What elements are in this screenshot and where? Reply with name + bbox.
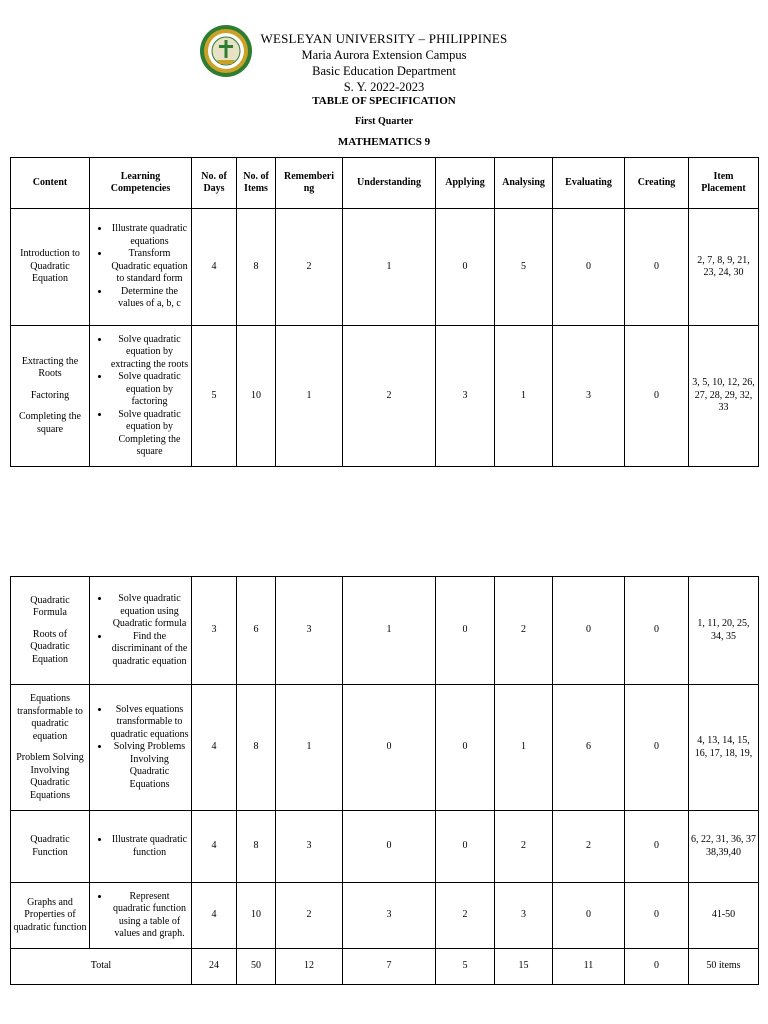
content-text: Introduction to Quadratic Equation: [20, 248, 80, 285]
competency-list: [92, 593, 189, 668]
items-cell: 10: [237, 883, 276, 949]
document-header: [0, 0, 768, 155]
days-cell: 4: [192, 811, 237, 883]
understanding-cell: 1: [343, 209, 436, 326]
content-cell: [11, 326, 90, 467]
content-text: Completing the square: [19, 411, 81, 435]
applying-cell: 0: [436, 577, 495, 685]
specification-table-part-1: [10, 157, 759, 467]
competencies-cell: [90, 209, 192, 326]
understanding-cell: 0: [343, 811, 436, 883]
content-text: Graphs and Properties of quadratic function: [13, 896, 87, 933]
competency-item: • Illustrate quadratic equations: [110, 223, 189, 248]
items-cell: 8: [237, 685, 276, 811]
applying-cell: 0: [436, 685, 495, 811]
total-understanding: 7: [343, 949, 436, 985]
evaluating-cell: 0: [553, 883, 625, 949]
analysing-cell: 1: [495, 685, 553, 811]
creating-cell: 0: [625, 685, 689, 811]
remembering-cell: 1: [276, 326, 343, 467]
creating-cell: 0: [625, 883, 689, 949]
content-text: Equations transformable to quadratic equation: [17, 693, 83, 742]
competency-list: [92, 223, 189, 311]
content-text: Problem Solving Involving Quadratic Equations: [16, 752, 84, 801]
competencies-cell: [90, 577, 192, 685]
days-cell: 4: [192, 685, 237, 811]
remembering-cell: 2: [276, 209, 343, 326]
col-items: No. of Items: [237, 158, 276, 209]
evaluating-cell: 3: [553, 326, 625, 467]
subject-label: MATHEMATICS 9: [337, 136, 431, 148]
competencies-cell: [90, 883, 192, 949]
table-row: [11, 209, 759, 326]
items-cell: 6: [237, 577, 276, 685]
content-cell: [11, 209, 90, 326]
placement-cell: 3, 5, 10, 12, 26, 27, 28, 29, 32, 33: [689, 326, 759, 467]
competency-item: • Illustrate quadratic function: [110, 834, 189, 859]
department-name: Basic Education Department: [312, 64, 456, 78]
items-cell: 8: [237, 209, 276, 326]
table-row: [11, 577, 759, 685]
competency-item: • Solves equations transformable to quadratic equations: [110, 704, 189, 742]
campus-name: Maria Aurora Extension Campus: [301, 48, 467, 62]
understanding-cell: 3: [343, 883, 436, 949]
content-cell: [11, 811, 90, 883]
understanding-cell: 1: [343, 577, 436, 685]
quarter-label: First Quarter: [354, 116, 414, 127]
content-text: Quadratic Formula: [30, 594, 70, 619]
col-content: Content: [11, 158, 90, 209]
col-competencies: Learning Competencies: [90, 158, 192, 209]
competency-list: [92, 704, 189, 792]
total-row: [11, 949, 759, 985]
table-row: [11, 883, 759, 949]
total-placement: 50 items: [689, 949, 759, 985]
analysing-cell: 5: [495, 209, 553, 326]
table-row: [11, 326, 759, 467]
competency-list: [92, 891, 189, 941]
content-text: Extracting the Roots: [21, 355, 79, 380]
remembering-cell: 1: [276, 685, 343, 811]
col-analysing: Analysing: [495, 158, 553, 209]
competency-list: [92, 334, 189, 459]
analysing-cell: 2: [495, 577, 553, 685]
evaluating-cell: 2: [553, 811, 625, 883]
remembering-cell: 2: [276, 883, 343, 949]
col-creating: Creating: [625, 158, 689, 209]
creating-cell: 0: [625, 577, 689, 685]
total-applying: 5: [436, 949, 495, 985]
competency-item: • Solve quadratic equation using Quadratic formula: [110, 593, 189, 631]
col-remembering: Rememberi ng: [276, 158, 343, 209]
placement-cell: 6, 22, 31, 36, 37 38,39,40: [689, 811, 759, 883]
table-row: [11, 811, 759, 883]
analysing-cell: 1: [495, 326, 553, 467]
table-row: [11, 685, 759, 811]
col-placement: Item Placement: [689, 158, 759, 209]
col-evaluating: Evaluating: [553, 158, 625, 209]
competency-list: [92, 834, 189, 859]
analysing-cell: 2: [495, 811, 553, 883]
competency-item: • Solving Problems Involving Quadratic Equations: [110, 741, 189, 791]
total-items: 50: [237, 949, 276, 985]
placement-cell: 4, 13, 14, 15, 16, 17, 18, 19,: [689, 685, 759, 811]
days-cell: 3: [192, 577, 237, 685]
evaluating-cell: 0: [553, 209, 625, 326]
table-header-row: [11, 158, 759, 209]
days-cell: 5: [192, 326, 237, 467]
competency-item: • Transform Quadratic equation to standard form: [110, 248, 189, 286]
competency-item: • Solve quadratic equation by extracting the roots: [110, 334, 189, 372]
competency-item: • Determine the values of a, b, c: [110, 286, 189, 311]
remembering-cell: 3: [276, 577, 343, 685]
competency-item: • Solve quadratic equation by Completing the square: [110, 409, 189, 459]
content-text: Factoring: [30, 389, 70, 401]
school-year: S. Y. 2022-2023: [343, 80, 425, 94]
applying-cell: 0: [436, 209, 495, 326]
col-understanding: Understanding: [343, 158, 436, 209]
placement-cell: 2, 7, 8, 9, 21, 23, 24, 30: [689, 209, 759, 326]
competency-item: • Find the discriminant of the quadratic equation: [110, 631, 189, 669]
remembering-cell: 3: [276, 811, 343, 883]
understanding-cell: 2: [343, 326, 436, 467]
placement-cell: 41-50: [689, 883, 759, 949]
items-cell: 10: [237, 326, 276, 467]
total-days: 24: [192, 949, 237, 985]
total-label: Total: [11, 949, 192, 985]
items-cell: 8: [237, 811, 276, 883]
content-text: Roots of Quadratic Equation: [30, 628, 70, 665]
col-applying: Applying: [436, 158, 495, 209]
competencies-cell: [90, 811, 192, 883]
content-cell: [11, 883, 90, 949]
evaluating-cell: 0: [553, 577, 625, 685]
competency-item: • Solve quadratic equation by factoring: [110, 371, 189, 409]
placement-cell: 1, 11, 20, 25, 34, 35: [689, 577, 759, 685]
content-text: Quadratic Function: [30, 834, 70, 858]
competencies-cell: [90, 326, 192, 467]
creating-cell: 0: [625, 811, 689, 883]
document-title: TABLE OF SPECIFICATION: [312, 95, 456, 107]
content-cell: [11, 577, 90, 685]
applying-cell: 0: [436, 811, 495, 883]
analysing-cell: 3: [495, 883, 553, 949]
competencies-cell: [90, 685, 192, 811]
total-evaluating: 11: [553, 949, 625, 985]
applying-cell: 2: [436, 883, 495, 949]
col-days: No. of Days: [192, 158, 237, 209]
applying-cell: 3: [436, 326, 495, 467]
creating-cell: 0: [625, 326, 689, 467]
total-analysing: 15: [495, 949, 553, 985]
specification-table-part-2: [10, 576, 759, 985]
creating-cell: 0: [625, 209, 689, 326]
content-cell: [11, 685, 90, 811]
evaluating-cell: 6: [553, 685, 625, 811]
total-remembering: 12: [276, 949, 343, 985]
understanding-cell: 0: [343, 685, 436, 811]
days-cell: 4: [192, 209, 237, 326]
university-name: WESLEYAN UNIVERSITY – PHILIPPINES: [260, 31, 508, 46]
competency-item: • Represent quadratic function using a table of values and graph.: [110, 891, 189, 941]
days-cell: 4: [192, 883, 237, 949]
total-creating: 0: [625, 949, 689, 985]
